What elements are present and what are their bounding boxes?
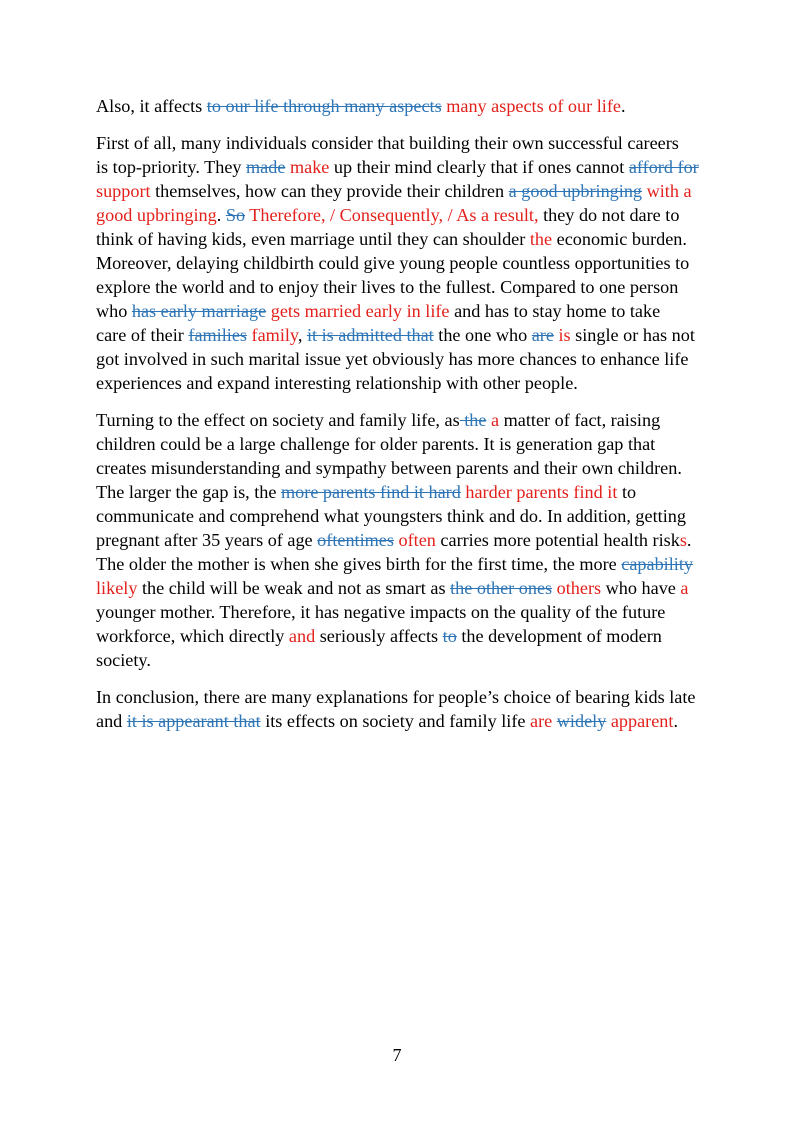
deleted-text: oftentimes	[317, 530, 394, 550]
inserted-text: often	[398, 530, 436, 550]
text-line	[96, 94, 756, 118]
inserted-text: are	[530, 711, 553, 731]
inserted-text: and	[288, 626, 316, 646]
text-line	[96, 251, 756, 275]
text-segment: think of having kids, even marriage until they can shoulder	[96, 229, 530, 249]
deleted-text: to our life through many aspects	[206, 96, 442, 116]
text-line	[96, 600, 756, 624]
text-segment: matter of fact, raising	[499, 410, 661, 430]
text-line	[96, 371, 756, 395]
deleted-text: made	[246, 157, 286, 177]
text-line	[96, 528, 756, 552]
deleted-text: it is appearant that	[126, 711, 261, 731]
inserted-text: a	[680, 578, 689, 598]
text-segment: the child will be weak and not as smart as	[137, 578, 451, 598]
inserted-text: apparent	[610, 711, 674, 731]
page-number: 7	[392, 1045, 402, 1065]
text-segment: The older the mother is when she gives birth for the first time, the more	[96, 554, 622, 574]
text-segment: Turning to the effect on society and family life, as	[96, 410, 460, 430]
text-line	[96, 576, 756, 600]
inserted-text: is	[558, 325, 571, 345]
deleted-text: a good upbringing	[508, 181, 643, 201]
text-segment: Also, it affects	[96, 96, 207, 116]
inserted-text: good upbringing	[96, 205, 217, 225]
text-line	[96, 504, 756, 528]
deleted-text: has early marriage	[131, 301, 267, 321]
text-segment: up their mind clearly that if ones cannot	[329, 157, 629, 177]
text-segment: got involved in such marital issue yet obviously has more chances to enhance life	[96, 349, 689, 369]
text-line	[96, 552, 756, 576]
text-segment: .	[216, 205, 226, 225]
paragraph	[96, 131, 756, 395]
text-segment: who	[96, 301, 132, 321]
inserted-text: Therefore, / Consequently, / As a result,	[249, 205, 539, 225]
text-segment: society.	[96, 650, 151, 670]
text-segment: its effects on society and family life	[260, 711, 531, 731]
text-segment: In conclusion, there are many explanations for people’s choice of bearing kids late	[96, 687, 696, 707]
text-segment: is top-priority. They	[96, 157, 247, 177]
text-segment: they do not dare to	[538, 205, 680, 225]
inserted-text: many aspects of our life	[446, 96, 621, 116]
paragraph	[96, 408, 756, 672]
text-segment: younger mother. Therefore, it has negative impacts on the quality of the future	[96, 602, 666, 622]
deleted-text: afford for	[628, 157, 699, 177]
text-segment: and	[96, 711, 127, 731]
inserted-text: support	[96, 181, 151, 201]
text-segment: the one who	[433, 325, 532, 345]
inserted-text: family	[251, 325, 298, 345]
text-segment: seriously affects	[315, 626, 443, 646]
text-segment: .	[673, 711, 678, 731]
text-line	[96, 685, 756, 709]
text-segment: First of all, many individuals consider that building their own successful careers	[96, 133, 679, 153]
deleted-text: more parents find it hard	[281, 482, 461, 502]
deleted-text: capability	[621, 554, 693, 574]
inserted-text: gets married early in life	[270, 301, 450, 321]
text-segment: .	[620, 96, 626, 116]
inserted-text: harder parents find it	[465, 482, 618, 502]
text-line	[96, 155, 756, 179]
text-line	[96, 131, 756, 155]
deleted-text: So	[225, 205, 246, 225]
deleted-text: are	[531, 325, 554, 345]
text-segment: care of their	[96, 325, 189, 345]
inserted-text: make	[289, 157, 330, 177]
text-segment: experiences and expand interesting relationship with other people.	[96, 373, 578, 393]
deleted-text: widely	[556, 711, 607, 731]
text-line	[96, 227, 756, 251]
text-line	[96, 179, 756, 203]
text-segment: explore the world and to enjoy their lives to the fullest. Compared to one person	[96, 277, 679, 297]
text-segment: who have	[601, 578, 681, 598]
text-segment: to	[617, 482, 637, 502]
text-segment: themselves, how can they provide their children	[150, 181, 509, 201]
text-segment: economic burden.	[552, 229, 687, 249]
paragraph	[96, 94, 756, 118]
text-line	[96, 275, 756, 299]
inserted-text: the	[529, 229, 553, 249]
inserted-text: a	[491, 410, 500, 430]
inserted-text: likely	[96, 578, 138, 598]
text-line	[96, 432, 756, 456]
text-line	[96, 323, 756, 347]
inserted-text: s	[679, 530, 687, 550]
essay-body	[96, 94, 756, 746]
text-segment: .	[686, 530, 692, 550]
text-line	[96, 709, 756, 733]
text-line	[96, 408, 756, 432]
deleted-text: to	[442, 626, 457, 646]
text-segment: pregnant after 35 years of age	[96, 530, 318, 550]
text-line	[96, 648, 756, 672]
text-segment: ,	[297, 325, 307, 345]
text-segment: communicate and comprehend what youngsters think and do. In addition, getting	[96, 506, 686, 526]
text-line	[96, 299, 756, 323]
deleted-text: it is admitted that	[306, 325, 434, 345]
text-segment: the development of modern	[456, 626, 662, 646]
text-line	[96, 347, 756, 371]
deleted-text: the other ones	[450, 578, 553, 598]
text-segment: Moreover, delaying childbirth could give young people countless opportunities to	[96, 253, 690, 273]
deleted-text: the	[459, 410, 487, 430]
inserted-text: others	[556, 578, 602, 598]
text-line	[96, 624, 756, 648]
deleted-text: families	[188, 325, 247, 345]
text-segment: children could be a large challenge for older parents. It is generation gap that	[96, 434, 656, 454]
text-segment: The larger the gap is, the	[96, 482, 282, 502]
text-line	[96, 203, 756, 227]
text-segment: and has to stay home to take	[449, 301, 661, 321]
text-segment: workforce, which directly	[96, 626, 289, 646]
text-segment: single or has not	[570, 325, 695, 345]
paragraph	[96, 685, 756, 733]
text-segment: creates misunderstanding and sympathy between parents and their own children.	[96, 458, 682, 478]
text-segment: carries more potential health risk	[435, 530, 680, 550]
text-line	[96, 456, 756, 480]
text-line	[96, 480, 756, 504]
inserted-text: with a	[646, 181, 692, 201]
